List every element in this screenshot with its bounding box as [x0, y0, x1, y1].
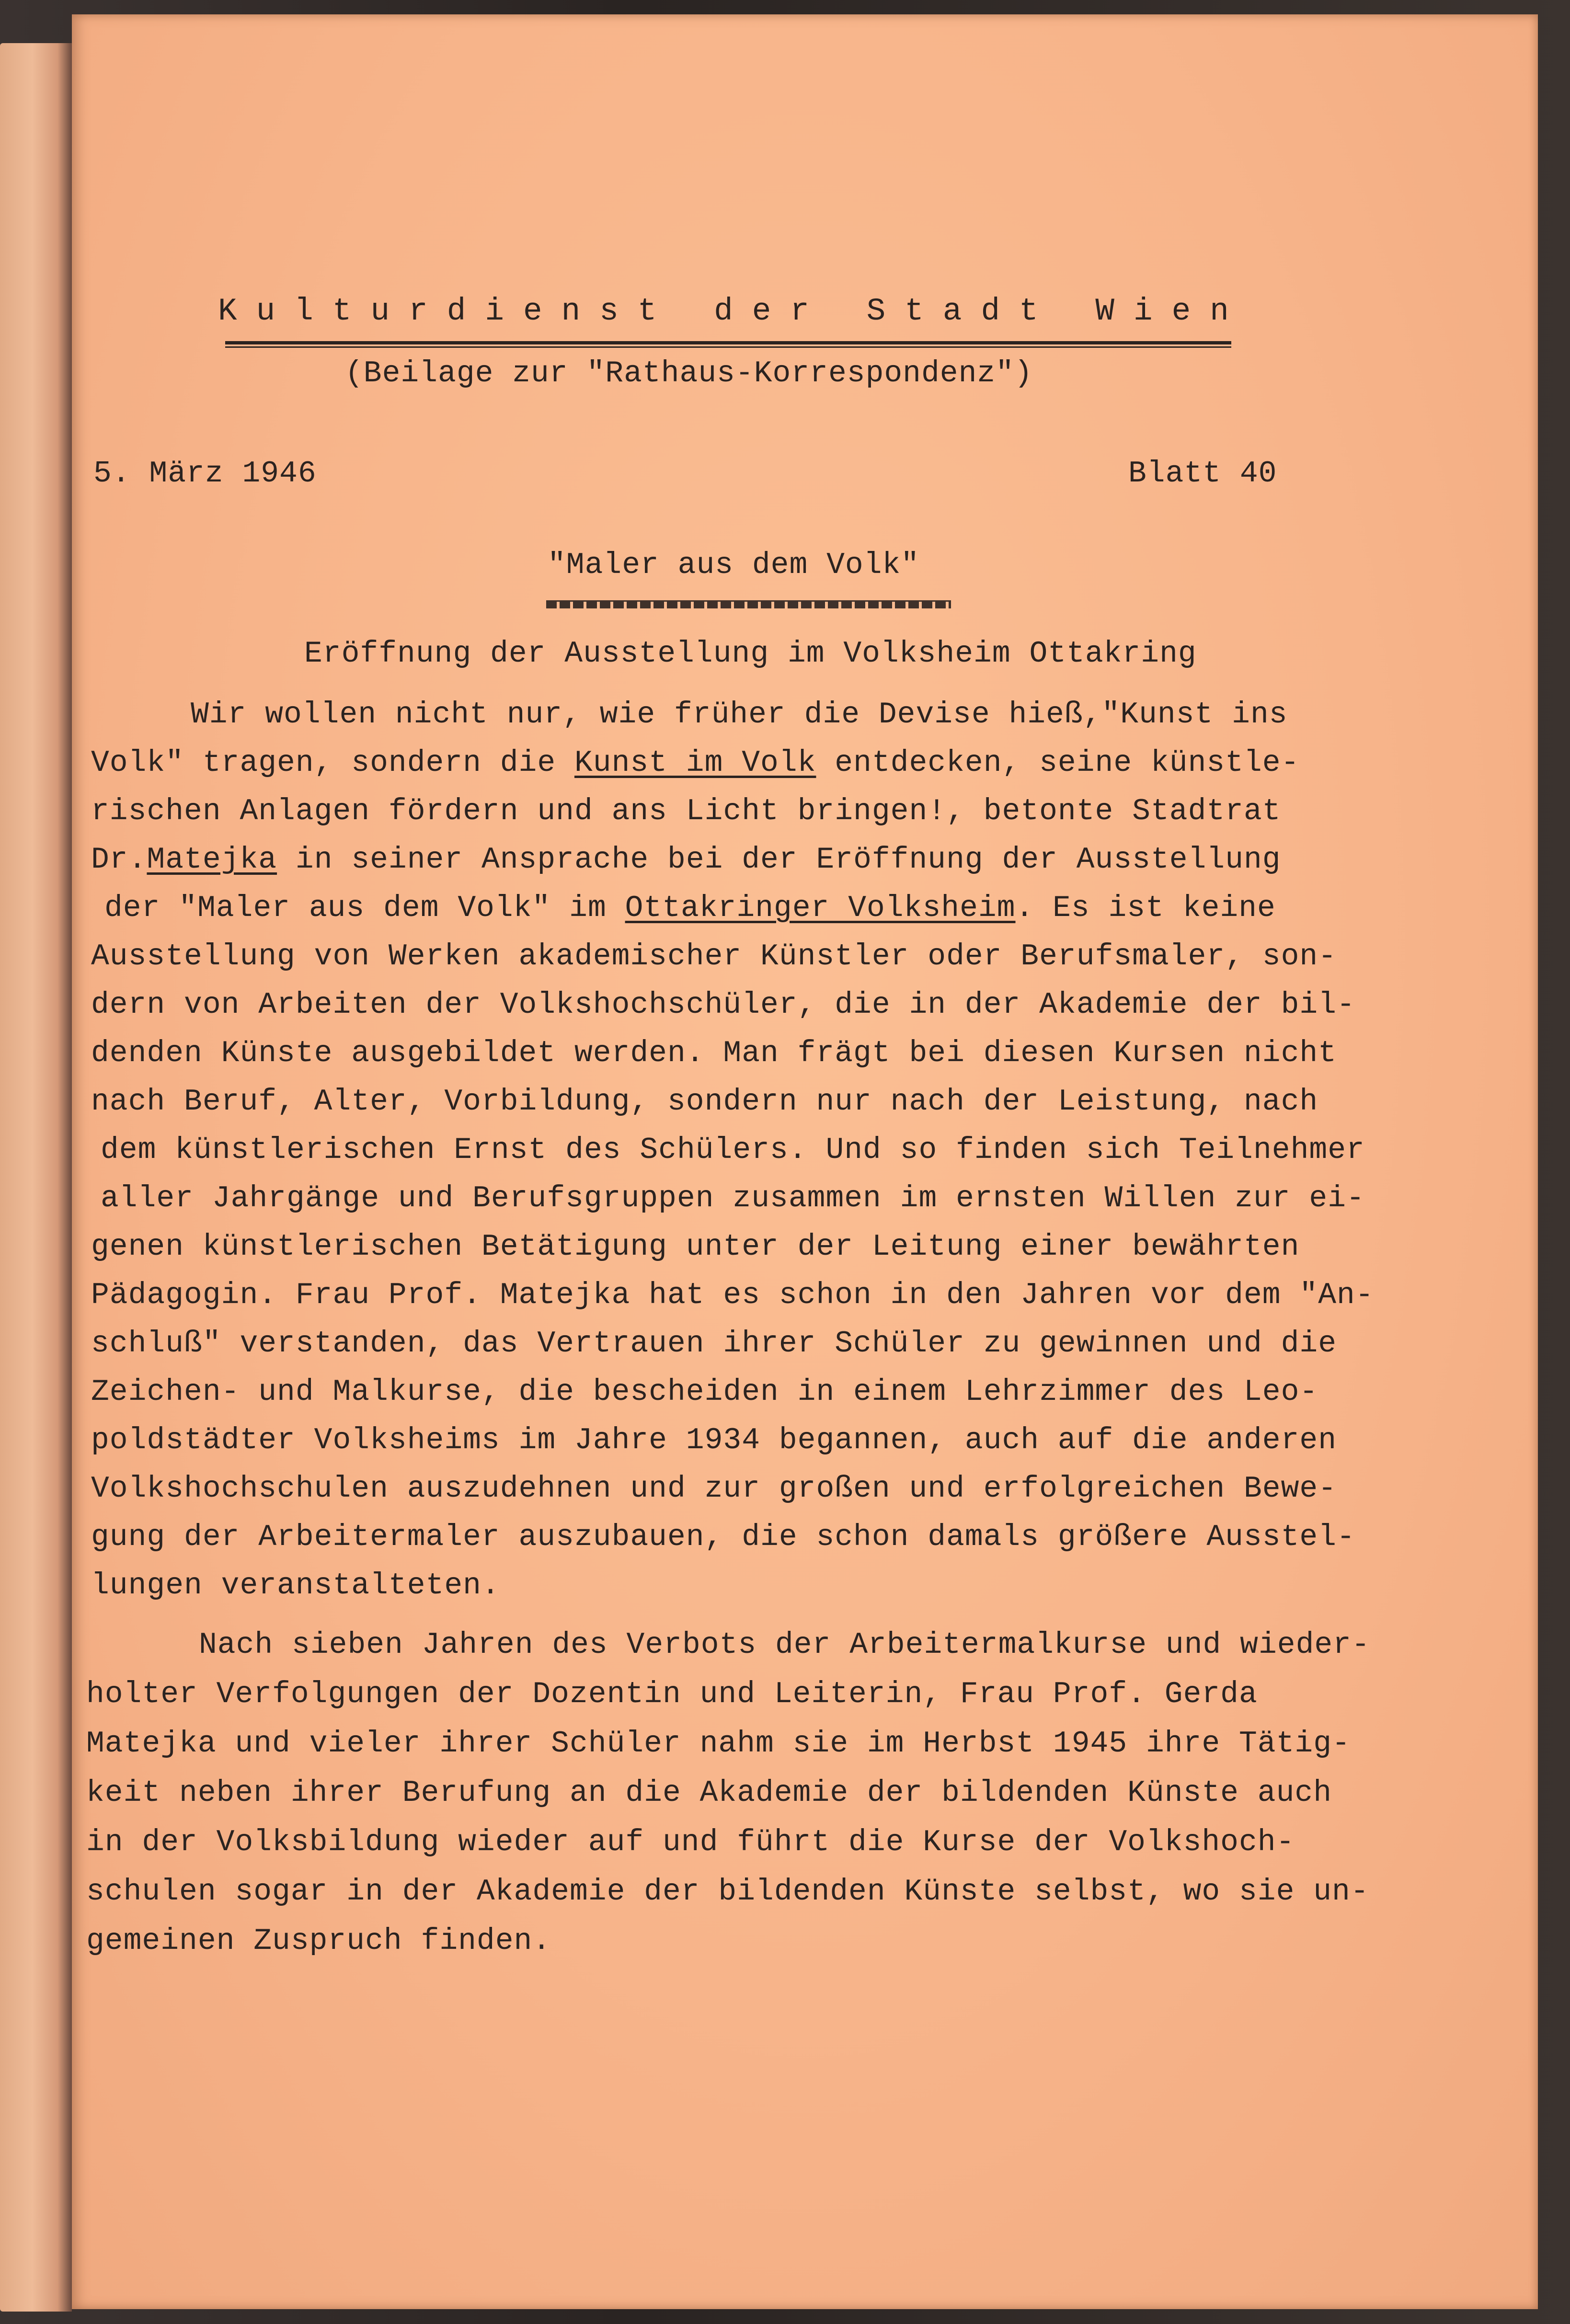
text-segment: rischen Anlagen fördern und ans Licht bringen!, betonte Stadtrat — [91, 794, 1281, 828]
text-line — [91, 748, 1299, 778]
text-line — [91, 1038, 1337, 1068]
text-segment: Ausstellung von Werken akademischer Künstler oder Berufsmaler, son- — [91, 939, 1337, 973]
text-line — [191, 699, 1288, 730]
masthead-letter: s — [599, 293, 619, 329]
text-segment: aller Jahrgänge und Berufsgruppen zusammen im ernsten Willen zur ei- — [101, 1181, 1365, 1215]
text-segment: denden Künste ausgebildet werden. Man frägt bei diesen Kursen nicht — [91, 1036, 1337, 1070]
text-line — [91, 1570, 500, 1601]
text-segment: holter Verfolgungen der Dozentin und Leiterin, Frau Prof. Gerda — [86, 1677, 1258, 1711]
text-segment: in der Volksbildung wieder auf und führt die Kurse der Volkshoch- — [86, 1825, 1295, 1859]
text-segment: Dr. — [91, 843, 147, 877]
text-segment: Volkshochschulen auszudehnen und zur großen und erfolgreichen Bewe- — [91, 1472, 1337, 1506]
text-segment: schluß" verstanden, das Vertrauen ihrer Schüler zu gewinnen und die — [91, 1327, 1337, 1361]
text-segment: genen künstlerischen Betätigung unter der Leitung einer bewährten — [91, 1230, 1300, 1264]
text-segment: lungen veranstalteten. — [91, 1568, 500, 1603]
text-segment: Nach sieben Jahren des Verbots der Arbeitermalkurse und wieder- — [199, 1628, 1370, 1662]
text-segment: dem künstlerischen Ernst des Schülers. Und so finden sich Teilnehmer — [101, 1133, 1365, 1167]
title-double-rule — [546, 600, 951, 608]
underlined-phrase: Matejka — [147, 843, 277, 877]
text-segment: Matejka und vieler ihrer Schüler nahm sie im Herbst 1945 ihre Tätig- — [86, 1727, 1351, 1761]
text-segment: Pädagogin. Frau Prof. Matejka hat es schon in den Jahren vor dem "An- — [91, 1278, 1374, 1312]
text-line — [91, 845, 1281, 875]
text-line — [86, 1729, 1351, 1759]
masthead-letter: t — [332, 293, 352, 329]
masthead-space — [828, 293, 848, 329]
text-line — [91, 941, 1337, 972]
masthead-letter: i — [1134, 293, 1153, 329]
book-binding-edge — [0, 43, 72, 2312]
masthead-letter: r — [790, 293, 809, 329]
masthead-subtitle: (Beilage zur "Rathaus-Korrespondenz") — [345, 356, 1033, 390]
article-title: "Maler aus dem Volk" — [548, 548, 920, 582]
masthead-letter: d — [714, 293, 733, 329]
text-segment: entdecken, seine künstle- — [816, 746, 1300, 780]
text-segment: Wir wollen nicht nur, wie früher die Devise hieß,"Kunst ins — [191, 698, 1288, 732]
masthead-letter: d — [447, 293, 466, 329]
masthead-space — [1057, 293, 1077, 329]
text-line — [101, 1183, 1365, 1214]
text-segment: keit neben ihrer Berufung an die Akademie der bildenden Künste auch — [86, 1776, 1332, 1810]
text-line — [86, 1679, 1258, 1709]
masthead-letter: r — [409, 293, 428, 329]
masthead-rule — [225, 341, 1231, 348]
text-segment: gemeinen Zuspruch finden. — [86, 1924, 551, 1958]
masthead-letter: K — [218, 293, 237, 329]
text-line — [91, 1232, 1299, 1262]
text-segment: der "Maler aus dem Volk" im — [104, 891, 625, 925]
masthead-letter: a — [942, 293, 962, 329]
masthead-letter: n — [561, 293, 581, 329]
text-segment: dern von Arbeiten der Volkshochschüler, die in der Akademie der bil- — [91, 988, 1355, 1022]
text-segment: poldstädter Volksheims im Jahre 1934 begannen, auch auf die anderen — [91, 1423, 1337, 1457]
underlined-phrase: Ottakringer Volksheim — [625, 891, 1016, 925]
text-line — [104, 893, 1276, 923]
masthead-letter: W — [1095, 293, 1114, 329]
masthead-letter: S — [866, 293, 886, 329]
masthead-space — [676, 293, 695, 329]
text-line — [91, 796, 1281, 826]
text-line — [91, 1087, 1318, 1117]
article-subtitle: Eröffnung der Ausstellung im Volksheim Ottakring — [304, 637, 1197, 671]
text-line — [91, 990, 1355, 1020]
masthead-letter: i — [485, 293, 504, 329]
sheet-number: Blatt 40 — [1128, 457, 1277, 491]
text-line — [91, 1474, 1337, 1504]
text-segment: Volk" tragen, sondern die — [91, 746, 574, 780]
masthead-letter: t — [905, 293, 924, 329]
text-segment: schulen sogar in der Akademie der bildenden Künste selbst, wo sie un- — [86, 1875, 1369, 1909]
masthead-title — [218, 293, 1229, 329]
text-line — [199, 1630, 1370, 1660]
masthead-letter: t — [637, 293, 657, 329]
text-line — [86, 1827, 1295, 1857]
text-line — [91, 1328, 1337, 1359]
masthead-letter: l — [294, 293, 313, 329]
text-segment: . Es ist keine — [1015, 891, 1276, 925]
masthead-letter: t — [1019, 293, 1038, 329]
text-segment: Zeichen- und Malkurse, die bescheiden in einem Lehrzimmer des Leo- — [91, 1375, 1318, 1409]
masthead-letter: d — [981, 293, 1000, 329]
issue-date: 5. März 1946 — [93, 457, 317, 491]
text-line — [86, 1877, 1369, 1907]
text-segment: gung der Arbeitermaler auszubauen, die schon damals größere Ausstel- — [91, 1520, 1355, 1554]
masthead-letter: n — [1210, 293, 1229, 329]
masthead-letter: e — [1171, 293, 1191, 329]
masthead-letter: u — [370, 293, 390, 329]
text-line — [91, 1377, 1318, 1407]
underlined-phrase: Kunst im Volk — [574, 746, 816, 780]
text-line — [101, 1135, 1365, 1165]
text-line — [91, 1280, 1374, 1310]
masthead-letter: e — [523, 293, 542, 329]
masthead-letter: e — [752, 293, 771, 329]
text-segment: nach Beruf, Alter, Vorbildung, sondern nur nach der Leistung, nach — [91, 1085, 1318, 1119]
text-segment: in seiner Ansprache bei der Eröffnung der Ausstellung — [277, 843, 1281, 877]
masthead-letter: u — [256, 293, 275, 329]
text-line — [86, 1778, 1332, 1808]
text-line — [91, 1522, 1355, 1552]
text-line — [91, 1425, 1337, 1455]
text-line — [86, 1926, 551, 1956]
